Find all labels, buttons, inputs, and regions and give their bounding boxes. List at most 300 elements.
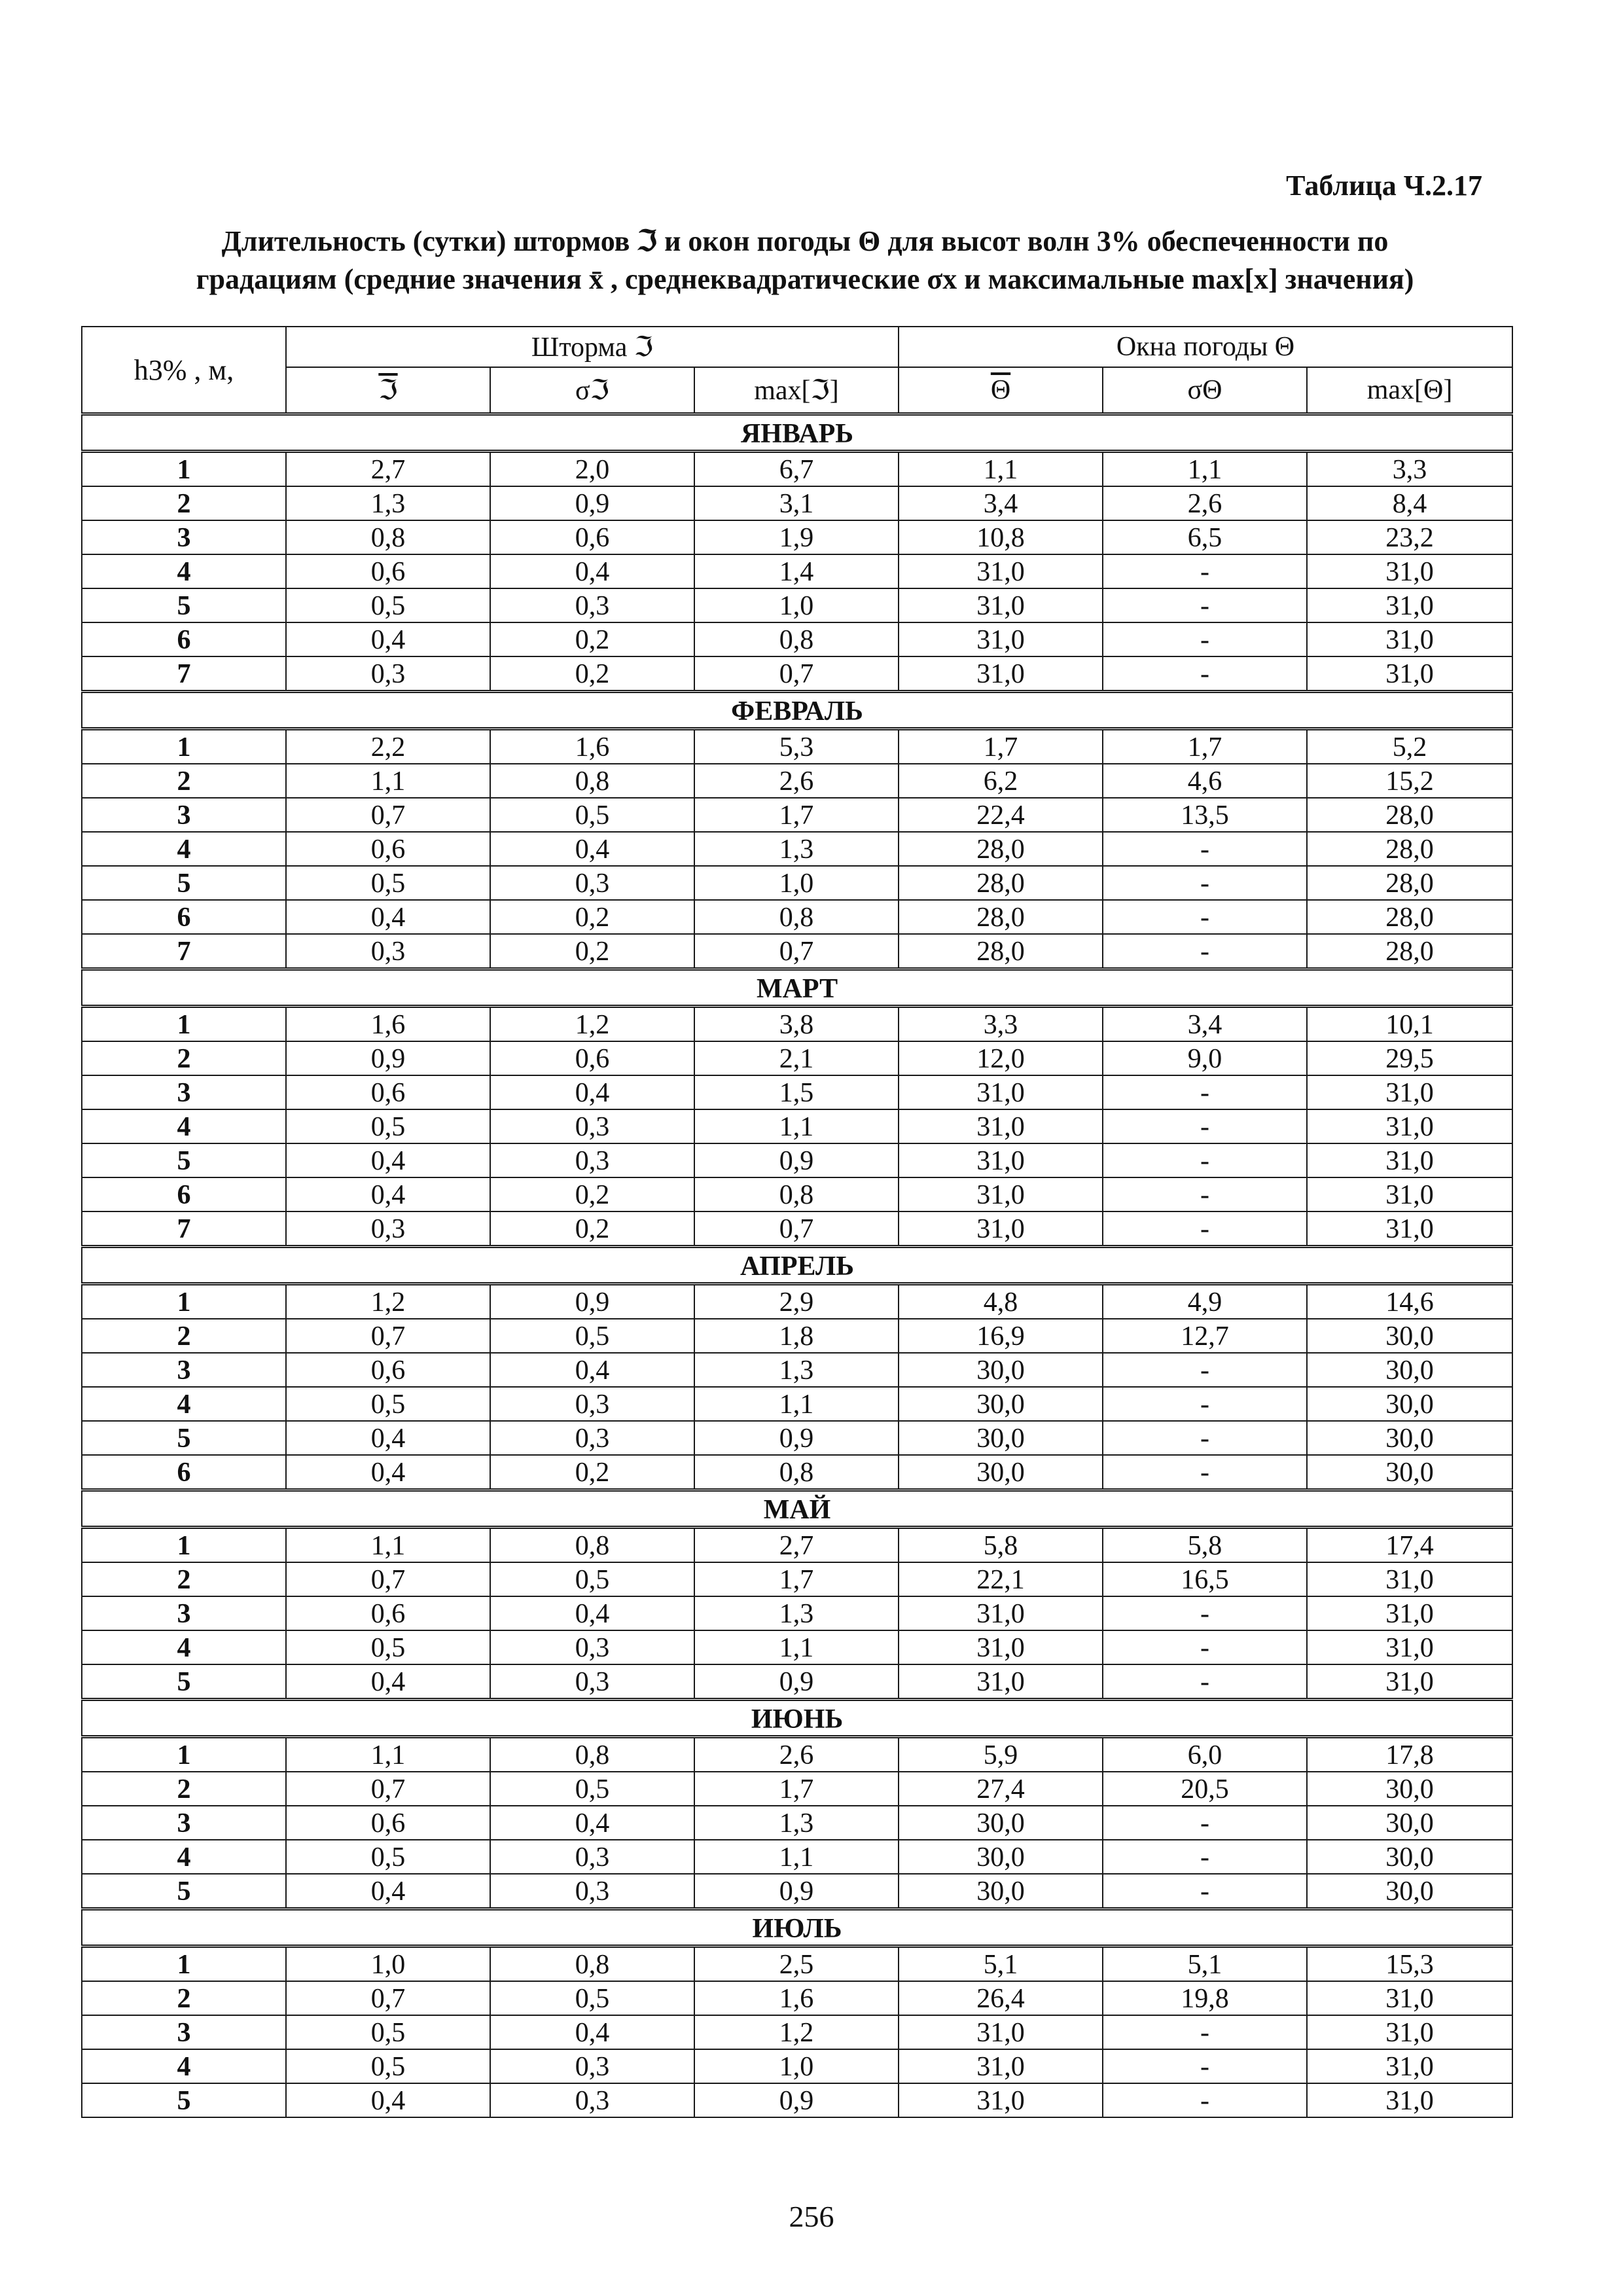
height-cell: 4 bbox=[82, 1840, 286, 1874]
storm-sigma-cell: 0,3 bbox=[490, 1109, 694, 1143]
window-mean-cell: 4,8 bbox=[899, 1284, 1103, 1319]
header-window-sigma: σΘ bbox=[1103, 367, 1307, 414]
height-cell: 3 bbox=[82, 1596, 286, 1630]
storm-max-cell: 1,1 bbox=[694, 1109, 899, 1143]
storm-mean-cell: 0,8 bbox=[286, 520, 490, 554]
window-sigma-cell: 4,6 bbox=[1103, 764, 1307, 798]
window-mean-cell: 28,0 bbox=[899, 934, 1103, 969]
window-max-cell: 31,0 bbox=[1307, 2083, 1512, 2117]
height-cell: 2 bbox=[82, 486, 286, 520]
window-mean-cell: 3,3 bbox=[899, 1007, 1103, 1042]
storm-sigma-cell: 0,6 bbox=[490, 520, 694, 554]
table-row bbox=[82, 2015, 1512, 2049]
storm-sigma-cell: 0,3 bbox=[490, 1387, 694, 1421]
window-max-cell: 31,0 bbox=[1307, 622, 1512, 656]
storm-sigma-cell: 0,4 bbox=[490, 1353, 694, 1387]
storm-max-cell: 0,9 bbox=[694, 1874, 899, 1909]
height-cell: 2 bbox=[82, 1319, 286, 1353]
storm-max-cell: 0,9 bbox=[694, 1143, 899, 1177]
window-mean-cell: 12,0 bbox=[899, 1041, 1103, 1075]
caption-line-2: градациям (средние значения x̄ , среднеквадратические σx и максимальные max[x] значения) bbox=[196, 263, 1414, 295]
height-cell: 1 bbox=[82, 1737, 286, 1772]
storm-max-cell: 0,8 bbox=[694, 622, 899, 656]
height-cell: 1 bbox=[82, 1528, 286, 1563]
window-sigma-cell: 19,8 bbox=[1103, 1981, 1307, 2015]
window-max-cell: 31,0 bbox=[1307, 1211, 1512, 1247]
window-mean-cell: 5,8 bbox=[899, 1528, 1103, 1563]
window-max-cell: 29,5 bbox=[1307, 1041, 1512, 1075]
table-label: Таблица Ч.2.17 bbox=[1286, 170, 1482, 202]
table-row bbox=[82, 1177, 1512, 1211]
table-row bbox=[82, 1806, 1512, 1840]
storm-max-cell: 3,8 bbox=[694, 1007, 899, 1042]
table-row bbox=[82, 1840, 1512, 1874]
month-label: МАЙ bbox=[82, 1490, 1512, 1528]
window-max-cell: 31,0 bbox=[1307, 1981, 1512, 2015]
window-mean-cell: 5,9 bbox=[899, 1737, 1103, 1772]
storm-mean-cell: 0,6 bbox=[286, 1596, 490, 1630]
height-cell: 4 bbox=[82, 1109, 286, 1143]
storm-max-cell: 1,5 bbox=[694, 1075, 899, 1109]
storm-mean-cell: 0,4 bbox=[286, 1455, 490, 1490]
storm-sigma-cell: 0,9 bbox=[490, 486, 694, 520]
storm-max-cell: 1,4 bbox=[694, 554, 899, 588]
window-sigma-cell: - bbox=[1103, 2083, 1307, 2117]
month-label: АПРЕЛЬ bbox=[82, 1247, 1512, 1284]
storm-sigma-cell: 0,4 bbox=[490, 2015, 694, 2049]
window-sigma-cell: 6,5 bbox=[1103, 520, 1307, 554]
window-mean-cell: 1,1 bbox=[899, 452, 1103, 487]
storm-duration-table bbox=[81, 326, 1513, 2118]
height-cell: 1 bbox=[82, 1946, 286, 1982]
height-cell: 3 bbox=[82, 798, 286, 832]
storm-sigma-cell: 0,5 bbox=[490, 1981, 694, 2015]
table-row bbox=[82, 486, 1512, 520]
window-mean-cell: 31,0 bbox=[899, 1177, 1103, 1211]
storm-sigma-cell: 0,3 bbox=[490, 2083, 694, 2117]
height-cell: 4 bbox=[82, 1387, 286, 1421]
window-sigma-cell: - bbox=[1103, 588, 1307, 622]
table-row bbox=[82, 554, 1512, 588]
window-max-cell: 8,4 bbox=[1307, 486, 1512, 520]
month-row bbox=[82, 1909, 1512, 1946]
storm-max-cell: 1,3 bbox=[694, 1353, 899, 1387]
window-max-cell: 30,0 bbox=[1307, 1840, 1512, 1874]
storm-sigma-cell: 0,2 bbox=[490, 1455, 694, 1490]
storm-sigma-cell: 0,2 bbox=[490, 622, 694, 656]
storm-sigma-cell: 0,2 bbox=[490, 1177, 694, 1211]
window-mean-cell: 30,0 bbox=[899, 1421, 1103, 1455]
storm-sigma-cell: 0,5 bbox=[490, 798, 694, 832]
window-mean-cell: 31,0 bbox=[899, 1143, 1103, 1177]
month-row bbox=[82, 1490, 1512, 1528]
storm-sigma-cell: 0,3 bbox=[490, 866, 694, 900]
window-mean-cell: 31,0 bbox=[899, 588, 1103, 622]
window-mean-cell: 30,0 bbox=[899, 1840, 1103, 1874]
header-storms-group: Шторма ℑ bbox=[286, 327, 899, 367]
window-sigma-cell: - bbox=[1103, 900, 1307, 934]
height-cell: 3 bbox=[82, 2015, 286, 2049]
storm-mean-cell: 2,7 bbox=[286, 452, 490, 487]
window-max-cell: 30,0 bbox=[1307, 1806, 1512, 1840]
storm-max-cell: 2,9 bbox=[694, 1284, 899, 1319]
window-mean-cell: 31,0 bbox=[899, 1109, 1103, 1143]
storm-sigma-cell: 0,3 bbox=[490, 1874, 694, 1909]
storm-mean-cell: 0,4 bbox=[286, 622, 490, 656]
height-cell: 1 bbox=[82, 452, 286, 487]
storm-mean-cell: 0,4 bbox=[286, 900, 490, 934]
window-mean-cell: 28,0 bbox=[899, 900, 1103, 934]
storm-mean-cell: 1,6 bbox=[286, 1007, 490, 1042]
window-max-cell: 28,0 bbox=[1307, 934, 1512, 969]
window-mean-cell: 30,0 bbox=[899, 1806, 1103, 1840]
window-max-cell: 31,0 bbox=[1307, 1562, 1512, 1596]
month-row bbox=[82, 414, 1512, 452]
storm-sigma-cell: 0,5 bbox=[490, 1562, 694, 1596]
month-label: ИЮНЬ bbox=[82, 1700, 1512, 1737]
storm-sigma-cell: 0,4 bbox=[490, 1075, 694, 1109]
window-max-cell: 31,0 bbox=[1307, 1177, 1512, 1211]
storm-max-cell: 0,9 bbox=[694, 1664, 899, 1700]
window-mean-cell: 30,0 bbox=[899, 1455, 1103, 1490]
table-row bbox=[82, 1109, 1512, 1143]
window-sigma-cell: - bbox=[1103, 2049, 1307, 2083]
height-cell: 2 bbox=[82, 1041, 286, 1075]
table-row bbox=[82, 1596, 1512, 1630]
table-row bbox=[82, 1562, 1512, 1596]
storm-mean-cell: 0,5 bbox=[286, 588, 490, 622]
window-sigma-cell: - bbox=[1103, 1840, 1307, 1874]
table-row bbox=[82, 1946, 1512, 1982]
window-mean-cell: 31,0 bbox=[899, 1211, 1103, 1247]
table-row bbox=[82, 1772, 1512, 1806]
storm-mean-cell: 0,3 bbox=[286, 934, 490, 969]
table-row bbox=[82, 1455, 1512, 1490]
month-row bbox=[82, 969, 1512, 1007]
height-cell: 4 bbox=[82, 554, 286, 588]
month-row bbox=[82, 692, 1512, 729]
storm-sigma-cell: 0,3 bbox=[490, 1630, 694, 1664]
height-cell: 3 bbox=[82, 1353, 286, 1387]
window-mean-cell: 31,0 bbox=[899, 2015, 1103, 2049]
window-mean-cell: 31,0 bbox=[899, 1075, 1103, 1109]
window-sigma-cell: - bbox=[1103, 1353, 1307, 1387]
month-row bbox=[82, 1700, 1512, 1737]
table-row bbox=[82, 1284, 1512, 1319]
month-label: МАРТ bbox=[82, 969, 1512, 1007]
height-cell: 5 bbox=[82, 866, 286, 900]
storm-mean-cell: 0,5 bbox=[286, 866, 490, 900]
window-mean-cell: 31,0 bbox=[899, 554, 1103, 588]
window-max-cell: 28,0 bbox=[1307, 832, 1512, 866]
page-number: 256 bbox=[789, 2200, 834, 2233]
storm-max-cell: 1,0 bbox=[694, 2049, 899, 2083]
storm-sigma-cell: 0,3 bbox=[490, 1421, 694, 1455]
window-sigma-cell: - bbox=[1103, 1075, 1307, 1109]
window-sigma-cell: 6,0 bbox=[1103, 1737, 1307, 1772]
storm-sigma-cell: 0,5 bbox=[490, 1772, 694, 1806]
month-label: ЯНВАРЬ bbox=[82, 414, 1512, 452]
height-cell: 4 bbox=[82, 2049, 286, 2083]
window-max-cell: 14,6 bbox=[1307, 1284, 1512, 1319]
storm-mean-cell: 0,5 bbox=[286, 2049, 490, 2083]
table-row bbox=[82, 1387, 1512, 1421]
storm-mean-cell: 0,7 bbox=[286, 1772, 490, 1806]
window-max-cell: 10,1 bbox=[1307, 1007, 1512, 1042]
table-row bbox=[82, 1421, 1512, 1455]
storm-mean-cell: 0,4 bbox=[286, 1664, 490, 1700]
table-row bbox=[82, 1041, 1512, 1075]
storm-sigma-cell: 1,6 bbox=[490, 729, 694, 764]
storm-sigma-cell: 0,8 bbox=[490, 764, 694, 798]
storm-max-cell: 0,7 bbox=[694, 656, 899, 692]
storm-mean-cell: 1,1 bbox=[286, 1528, 490, 1563]
window-sigma-cell: - bbox=[1103, 832, 1307, 866]
window-max-cell: 30,0 bbox=[1307, 1455, 1512, 1490]
storm-mean-cell: 0,5 bbox=[286, 1840, 490, 1874]
header-row-groups bbox=[82, 327, 1512, 367]
height-cell: 2 bbox=[82, 1772, 286, 1806]
window-max-cell: 28,0 bbox=[1307, 866, 1512, 900]
storm-sigma-cell: 0,8 bbox=[490, 1946, 694, 1982]
storm-sigma-cell: 0,4 bbox=[490, 832, 694, 866]
window-sigma-cell: - bbox=[1103, 1143, 1307, 1177]
window-max-cell: 30,0 bbox=[1307, 1319, 1512, 1353]
table-row bbox=[82, 1353, 1512, 1387]
window-sigma-cell: 1,7 bbox=[1103, 729, 1307, 764]
table-row bbox=[82, 1664, 1512, 1700]
storm-max-cell: 0,7 bbox=[694, 934, 899, 969]
storm-max-cell: 1,8 bbox=[694, 1319, 899, 1353]
window-sigma-cell: - bbox=[1103, 866, 1307, 900]
storm-mean-cell: 0,6 bbox=[286, 1806, 490, 1840]
window-sigma-cell: - bbox=[1103, 1630, 1307, 1664]
window-mean-cell: 31,0 bbox=[899, 2083, 1103, 2117]
storm-max-cell: 0,9 bbox=[694, 1421, 899, 1455]
window-max-cell: 28,0 bbox=[1307, 798, 1512, 832]
height-cell: 3 bbox=[82, 1075, 286, 1109]
window-sigma-cell: 16,5 bbox=[1103, 1562, 1307, 1596]
storm-mean-cell: 0,5 bbox=[286, 2015, 490, 2049]
storm-sigma-cell: 0,4 bbox=[490, 1596, 694, 1630]
height-cell: 6 bbox=[82, 1455, 286, 1490]
height-cell: 7 bbox=[82, 656, 286, 692]
window-mean-cell: 31,0 bbox=[899, 1664, 1103, 1700]
storm-sigma-cell: 0,4 bbox=[490, 1806, 694, 1840]
window-max-cell: 31,0 bbox=[1307, 1109, 1512, 1143]
window-sigma-cell: - bbox=[1103, 2015, 1307, 2049]
storm-max-cell: 3,1 bbox=[694, 486, 899, 520]
window-mean-cell: 30,0 bbox=[899, 1387, 1103, 1421]
storm-mean-cell: 0,3 bbox=[286, 656, 490, 692]
storm-max-cell: 0,8 bbox=[694, 900, 899, 934]
window-mean-cell: 31,0 bbox=[899, 1630, 1103, 1664]
window-sigma-cell: - bbox=[1103, 1421, 1307, 1455]
table-row bbox=[82, 622, 1512, 656]
storm-max-cell: 1,9 bbox=[694, 520, 899, 554]
header-window-mean: $\overline{\Theta}$ bbox=[899, 367, 1103, 414]
table-row bbox=[82, 1319, 1512, 1353]
window-mean-cell: 3,4 bbox=[899, 486, 1103, 520]
storm-mean-cell: 1,2 bbox=[286, 1284, 490, 1319]
window-mean-cell: 26,4 bbox=[899, 1981, 1103, 2015]
height-cell: 4 bbox=[82, 1630, 286, 1664]
window-mean-cell: 10,8 bbox=[899, 520, 1103, 554]
height-cell: 5 bbox=[82, 1143, 286, 1177]
storm-sigma-cell: 0,4 bbox=[490, 554, 694, 588]
storm-mean-cell: 0,7 bbox=[286, 1319, 490, 1353]
window-mean-cell: 28,0 bbox=[899, 866, 1103, 900]
storm-max-cell: 1,3 bbox=[694, 1596, 899, 1630]
header-window-max: max[Θ] bbox=[1307, 367, 1512, 414]
window-sigma-cell: 4,9 bbox=[1103, 1284, 1307, 1319]
header-storm-mean: ℑ bbox=[286, 367, 490, 414]
storm-mean-cell: 0,4 bbox=[286, 1421, 490, 1455]
storm-sigma-cell: 1,2 bbox=[490, 1007, 694, 1042]
storm-max-cell: 1,2 bbox=[694, 2015, 899, 2049]
window-max-cell: 31,0 bbox=[1307, 1630, 1512, 1664]
window-sigma-cell: 13,5 bbox=[1103, 798, 1307, 832]
storm-max-cell: 0,7 bbox=[694, 1211, 899, 1247]
storm-max-cell: 1,6 bbox=[694, 1981, 899, 2015]
storm-sigma-cell: 2,0 bbox=[490, 452, 694, 487]
storm-mean-cell: 0,4 bbox=[286, 1177, 490, 1211]
height-cell: 6 bbox=[82, 622, 286, 656]
storm-mean-cell: 2,2 bbox=[286, 729, 490, 764]
storm-sigma-cell: 0,3 bbox=[490, 1840, 694, 1874]
table-caption bbox=[79, 223, 1531, 298]
window-mean-cell: 28,0 bbox=[899, 832, 1103, 866]
table-row bbox=[82, 1630, 1512, 1664]
storm-sigma-cell: 0,3 bbox=[490, 588, 694, 622]
table-header bbox=[82, 327, 1512, 414]
window-mean-cell: 6,2 bbox=[899, 764, 1103, 798]
table-row bbox=[82, 1007, 1512, 1042]
storm-max-cell: 2,7 bbox=[694, 1528, 899, 1563]
window-mean-cell: 27,4 bbox=[899, 1772, 1103, 1806]
window-sigma-cell: 2,6 bbox=[1103, 486, 1307, 520]
storm-mean-cell: 0,3 bbox=[286, 1211, 490, 1247]
storm-mean-cell: 0,5 bbox=[286, 1387, 490, 1421]
window-max-cell: 31,0 bbox=[1307, 1075, 1512, 1109]
storm-sigma-cell: 0,3 bbox=[490, 1664, 694, 1700]
height-cell: 7 bbox=[82, 934, 286, 969]
window-sigma-cell: 3,4 bbox=[1103, 1007, 1307, 1042]
storm-max-cell: 2,6 bbox=[694, 1737, 899, 1772]
table-row bbox=[82, 729, 1512, 764]
height-cell: 5 bbox=[82, 1664, 286, 1700]
storm-sigma-cell: 0,2 bbox=[490, 1211, 694, 1247]
window-sigma-cell: - bbox=[1103, 622, 1307, 656]
table-row bbox=[82, 1143, 1512, 1177]
storm-sigma-cell: 0,3 bbox=[490, 1143, 694, 1177]
header-windows-group: Окна погоды Θ bbox=[899, 327, 1512, 367]
window-sigma-cell: 5,1 bbox=[1103, 1946, 1307, 1982]
window-max-cell: 17,4 bbox=[1307, 1528, 1512, 1563]
storm-sigma-cell: 0,8 bbox=[490, 1528, 694, 1563]
table-row bbox=[82, 866, 1512, 900]
window-mean-cell: 22,1 bbox=[899, 1562, 1103, 1596]
height-cell: 3 bbox=[82, 520, 286, 554]
window-max-cell: 28,0 bbox=[1307, 900, 1512, 934]
window-sigma-cell: 12,7 bbox=[1103, 1319, 1307, 1353]
storm-sigma-cell: 0,2 bbox=[490, 900, 694, 934]
window-max-cell: 5,2 bbox=[1307, 729, 1512, 764]
height-cell: 2 bbox=[82, 1562, 286, 1596]
window-max-cell: 30,0 bbox=[1307, 1421, 1512, 1455]
header-storm-sigma: σℑ bbox=[490, 367, 694, 414]
window-mean-cell: 22,4 bbox=[899, 798, 1103, 832]
window-mean-cell: 16,9 bbox=[899, 1319, 1103, 1353]
window-mean-cell: 30,0 bbox=[899, 1353, 1103, 1387]
storm-mean-cell: 0,6 bbox=[286, 554, 490, 588]
storm-mean-cell: 0,7 bbox=[286, 798, 490, 832]
table-row bbox=[82, 656, 1512, 692]
storm-mean-cell: 0,4 bbox=[286, 1874, 490, 1909]
height-cell: 6 bbox=[82, 900, 286, 934]
storm-mean-cell: 0,5 bbox=[286, 1630, 490, 1664]
height-cell: 2 bbox=[82, 1981, 286, 2015]
height-cell: 5 bbox=[82, 2083, 286, 2117]
storm-max-cell: 1,1 bbox=[694, 1387, 899, 1421]
table-row bbox=[82, 452, 1512, 487]
window-sigma-cell: 9,0 bbox=[1103, 1041, 1307, 1075]
window-sigma-cell: - bbox=[1103, 1455, 1307, 1490]
window-sigma-cell: - bbox=[1103, 1387, 1307, 1421]
caption-line-1: Длительность (сутки) штормов ℑ и окон погоды Θ для высот волн 3% обеспеченности по bbox=[221, 225, 1389, 257]
table-row bbox=[82, 1211, 1512, 1247]
storm-max-cell: 1,0 bbox=[694, 866, 899, 900]
window-max-cell: 15,2 bbox=[1307, 764, 1512, 798]
table-row bbox=[82, 934, 1512, 969]
month-row bbox=[82, 1247, 1512, 1284]
height-cell: 5 bbox=[82, 1874, 286, 1909]
storm-max-cell: 1,3 bbox=[694, 832, 899, 866]
storm-mean-cell: 0,9 bbox=[286, 1041, 490, 1075]
storm-mean-cell: 0,6 bbox=[286, 832, 490, 866]
table-body bbox=[82, 414, 1512, 2118]
table-row bbox=[82, 832, 1512, 866]
window-max-cell: 31,0 bbox=[1307, 2015, 1512, 2049]
height-cell: 1 bbox=[82, 729, 286, 764]
storm-sigma-cell: 0,6 bbox=[490, 1041, 694, 1075]
window-sigma-cell: - bbox=[1103, 934, 1307, 969]
storm-max-cell: 2,1 bbox=[694, 1041, 899, 1075]
storm-sigma-cell: 0,8 bbox=[490, 1737, 694, 1772]
window-max-cell: 3,3 bbox=[1307, 452, 1512, 487]
storm-mean-cell: 1,3 bbox=[286, 486, 490, 520]
table-row bbox=[82, 764, 1512, 798]
height-cell: 1 bbox=[82, 1284, 286, 1319]
window-max-cell: 31,0 bbox=[1307, 1664, 1512, 1700]
storm-max-cell: 0,8 bbox=[694, 1455, 899, 1490]
storm-max-cell: 0,9 bbox=[694, 2083, 899, 2117]
height-cell: 5 bbox=[82, 1421, 286, 1455]
window-max-cell: 17,8 bbox=[1307, 1737, 1512, 1772]
storm-max-cell: 1,7 bbox=[694, 1562, 899, 1596]
table-row bbox=[82, 588, 1512, 622]
table-row bbox=[82, 798, 1512, 832]
storm-max-cell: 0,8 bbox=[694, 1177, 899, 1211]
window-sigma-cell: 5,8 bbox=[1103, 1528, 1307, 1563]
window-sigma-cell: 20,5 bbox=[1103, 1772, 1307, 1806]
window-max-cell: 30,0 bbox=[1307, 1387, 1512, 1421]
month-label: ФЕВРАЛЬ bbox=[82, 692, 1512, 729]
window-sigma-cell: - bbox=[1103, 1211, 1307, 1247]
storm-max-cell: 1,1 bbox=[694, 1840, 899, 1874]
window-mean-cell: 31,0 bbox=[899, 656, 1103, 692]
month-label: ИЮЛЬ bbox=[82, 1909, 1512, 1946]
